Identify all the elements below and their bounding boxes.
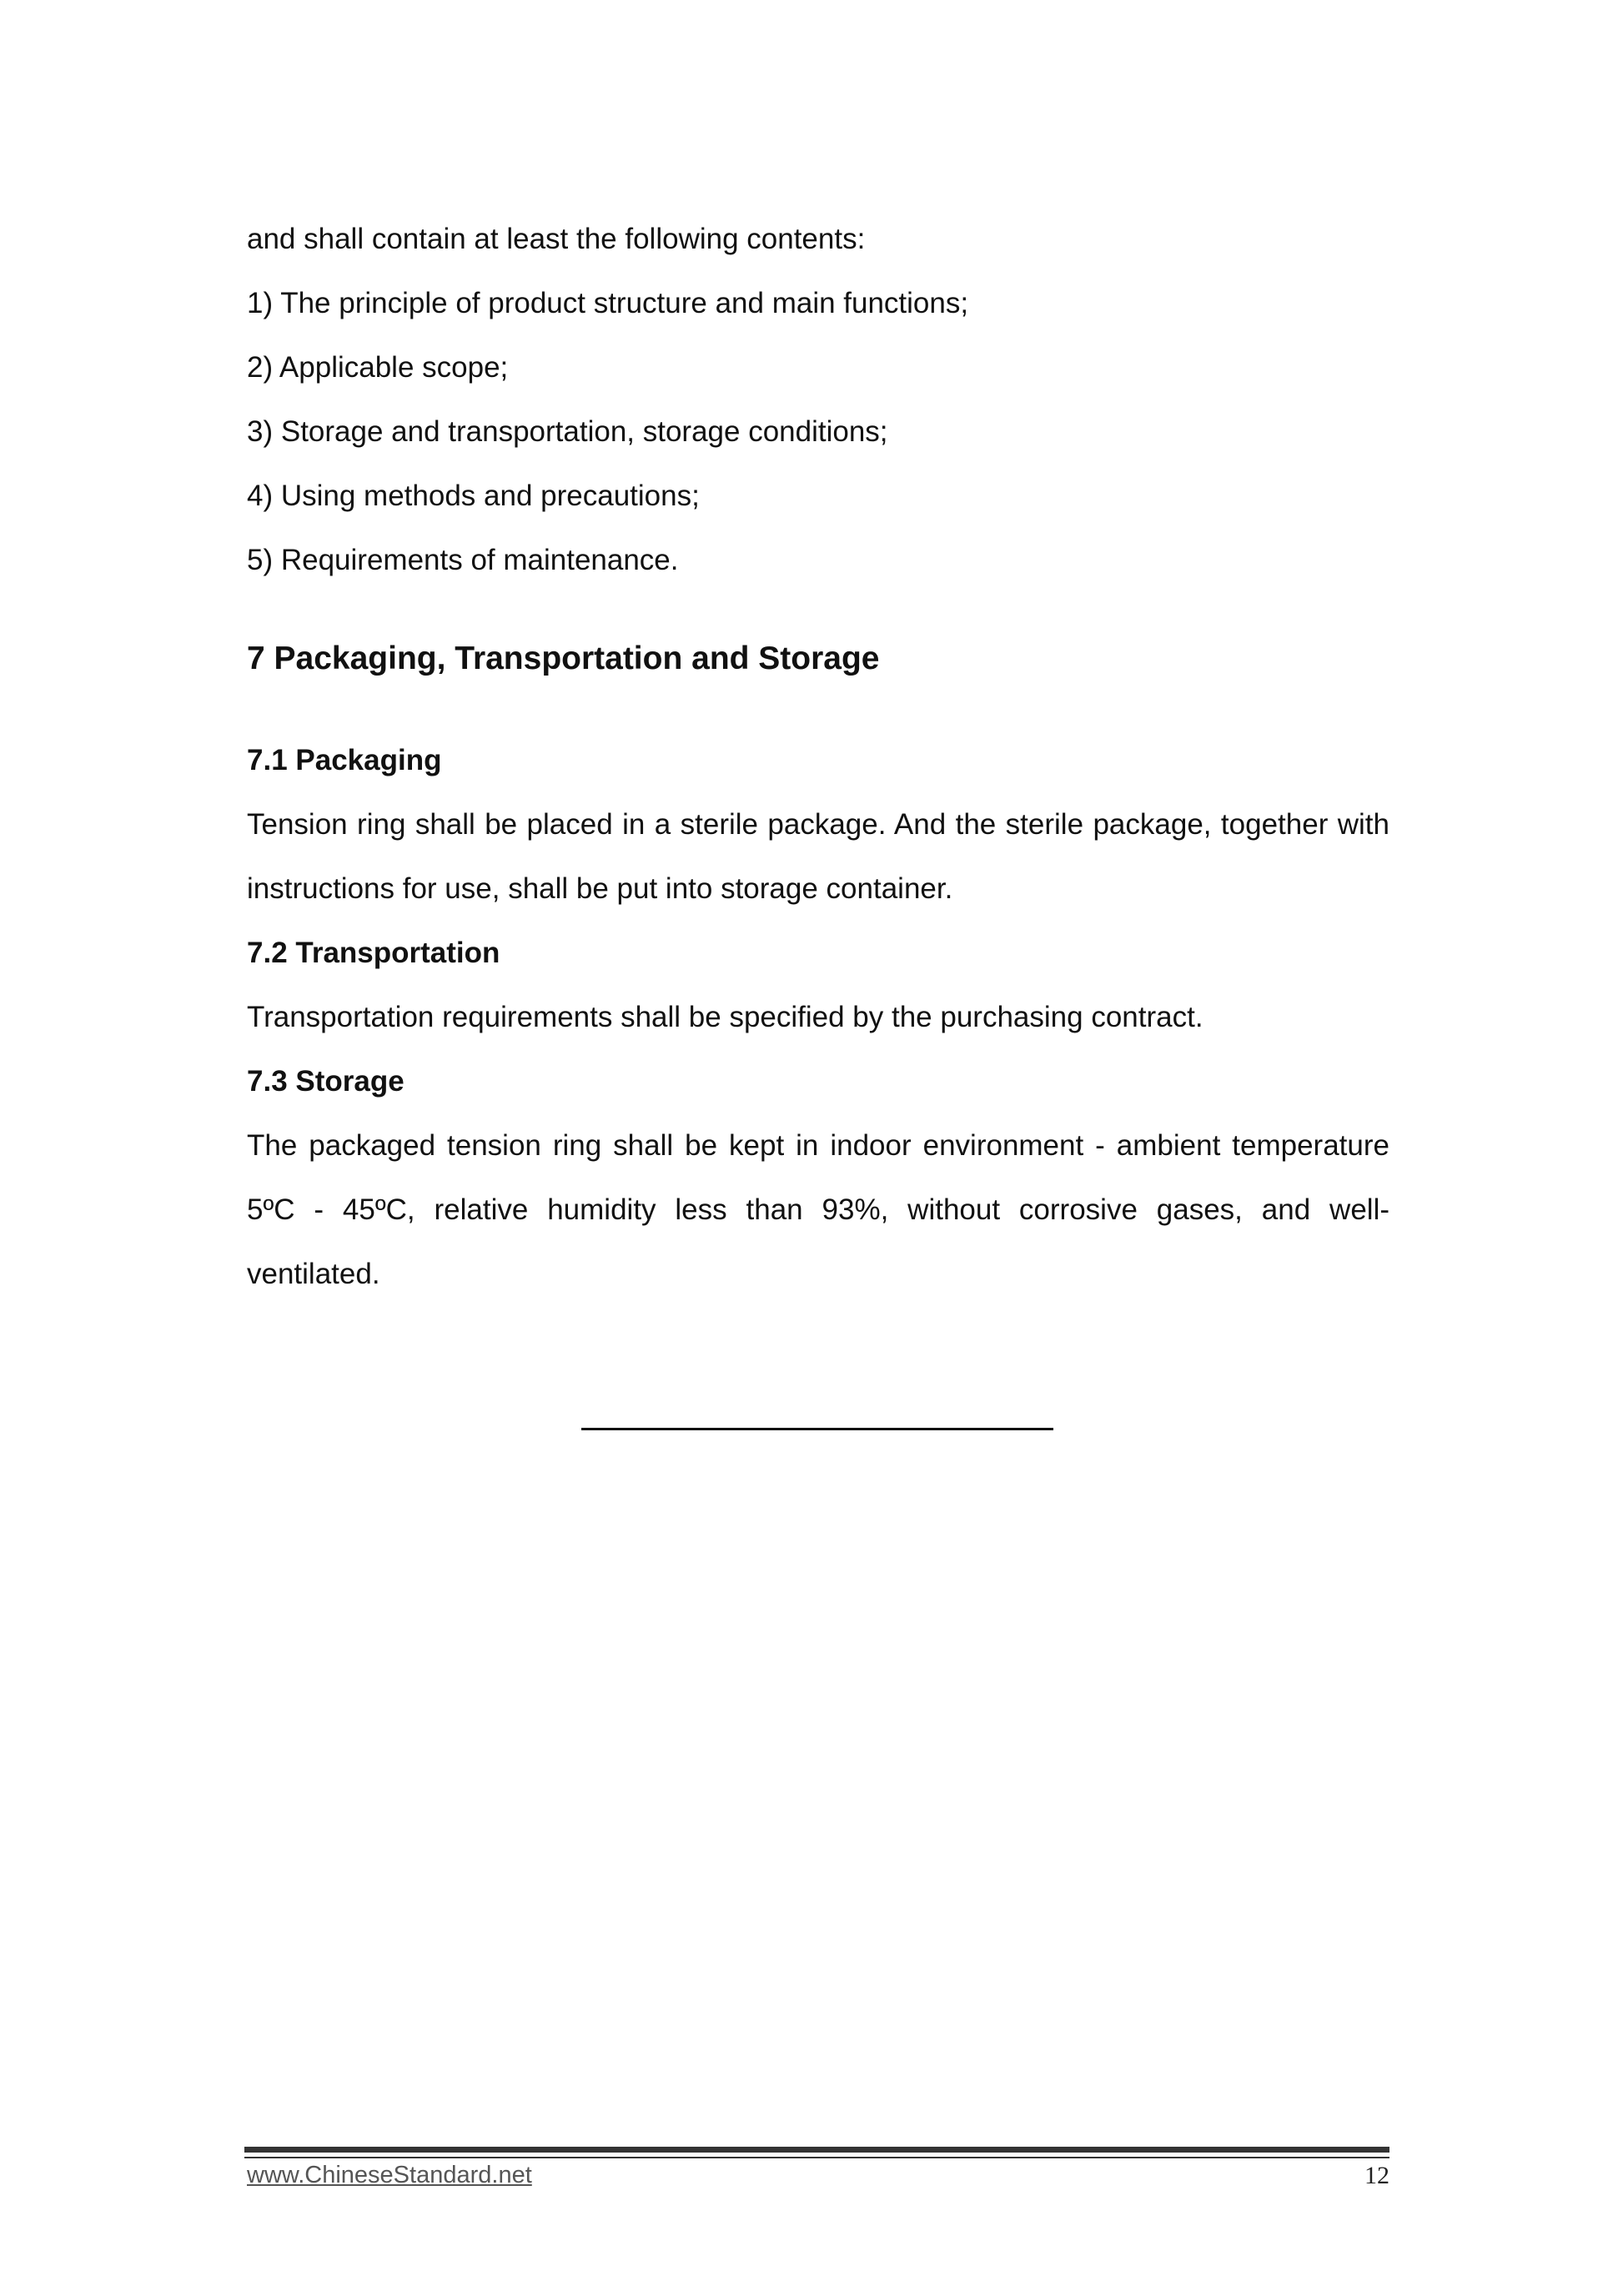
intro-text: and shall contain at least the following contents: (247, 223, 866, 255)
subsection-heading-transportation: 7.2 Transportation (247, 937, 500, 969)
page-content (247, 207, 1389, 1306)
list-item: 2) Applicable scope; (247, 351, 509, 384)
section-heading: 7 Packaging, Transportation and Storage (247, 641, 880, 676)
page-number: 12 (1364, 2162, 1389, 2189)
storage-text: The packaged tension ring shall be kept in indoor environment - ambient temperature 5ºC - 45ºC, relative humidity less than 93%, without corrosive gases, and well-ventilated. (247, 1129, 1389, 1290)
subsection-heading-storage: 7.3 Storage (247, 1065, 404, 1098)
end-of-document-rule (581, 1428, 1053, 1430)
list-item: 1) The principle of product structure and main functions; (247, 287, 969, 319)
list-item: 5) Requirements of maintenance. (247, 544, 679, 576)
list-item: 3) Storage and transportation, storage conditions; (247, 415, 888, 448)
footer-website-link[interactable]: www.ChineseStandard.net (247, 2162, 532, 2188)
packaging-text: Tension ring shall be placed in a sterile package. And the sterile package, together with instructions for use, shall be put into storage container. (247, 808, 1389, 905)
footer-rule (244, 2147, 1389, 2153)
list-item: 4) Using methods and precautions; (247, 480, 700, 512)
subsection-heading-packaging: 7.1 Packaging (247, 744, 442, 776)
transportation-text: Transportation requirements shall be specified by the purchasing contract. (247, 1001, 1203, 1033)
footer-rule-thin (244, 2157, 1389, 2158)
